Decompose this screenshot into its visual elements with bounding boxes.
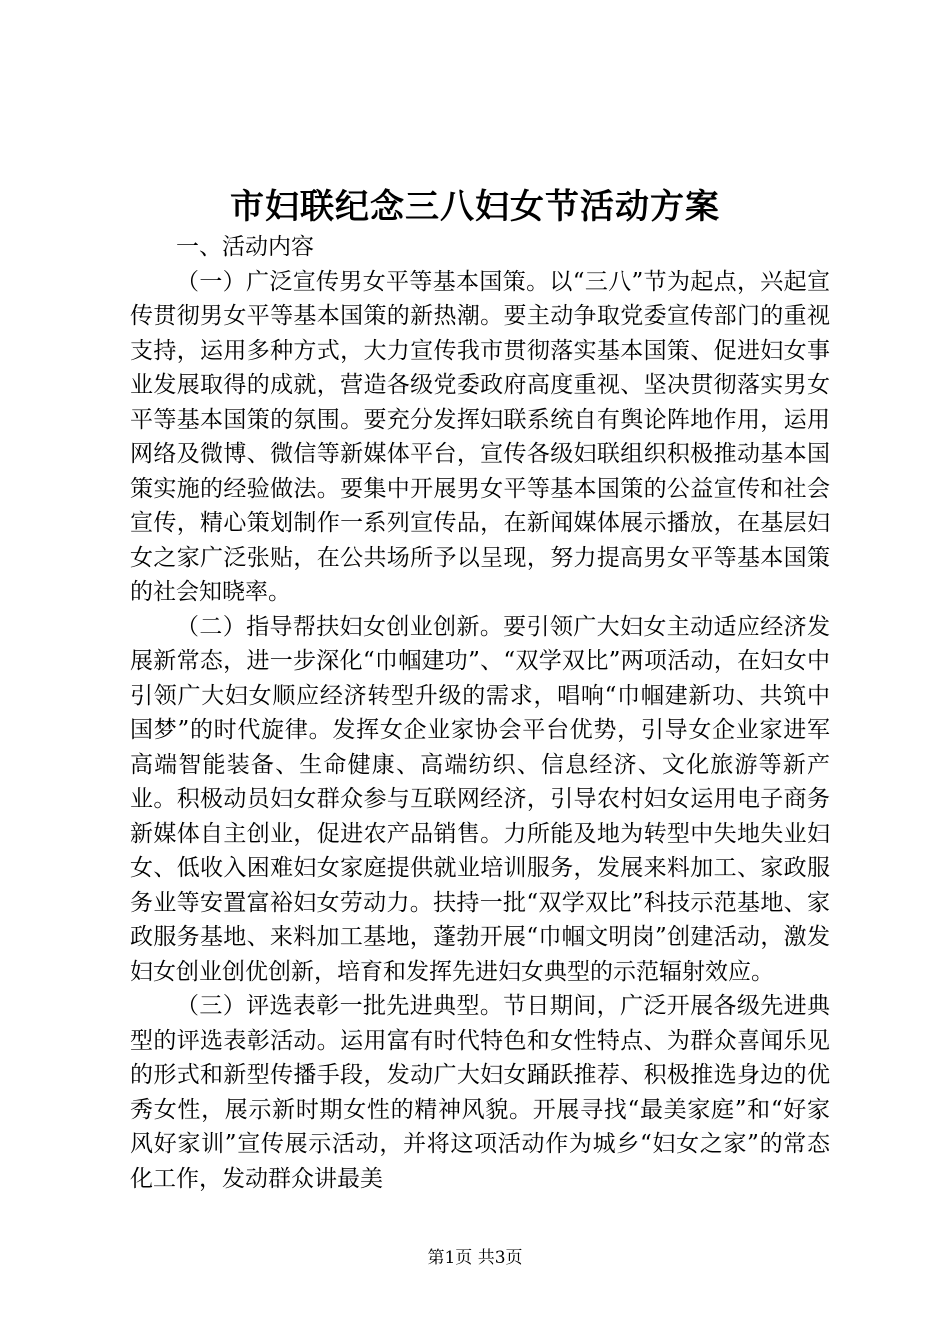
paragraph-2: （二）指导帮扶妇女创业创新。要引领广大妇女主动适应经济发展新常态，进一步深化“巾帼建功”、“双学双比”两项活动，在妇女中引领广大妇女顺应经济转型升级的需求，唱响“巾帼建新功、共筑中国梦”的时代旋律。发挥女企业家协会平台优势，引导女企业家进军高端智能装备、生命健康、高端纺织、信息经济、文化旅游等新产业。积极动员妇女群众参与互联网经济，引导农村妇女运用电子商务新媒体自主创业，促进农产品销售。力所能及地为转型中失地失业妇女、低收入困难妇女家庭提供就业培训服务，发展来料加工、家政服务业等安置富裕妇女劳动力。扶持一批“双学双比”科技示范基地、家政服务基地、来料加工基地，蓬勃开展“巾帼文明岗”创建活动，激发妇女创业创优创新，培育和发挥先进妇女典型的示范辐射效应。 [130, 613, 830, 985]
paragraph-1: （一）广泛宣传男女平等基本国策。以“三八”节为起点，兴起宣传贯彻男女平等基本国策的新热潮。要主动争取党委宣传部门的重视支持，运用多种方式，大力宣传我市贯彻落实基本国策、促进妇女事业发展取得的成就，营造各级党委政府高度重视、坚决贯彻落实男女平等基本国策的氛围。要充分发挥妇联系统自有舆论阵地作用，运用网络及微博、微信等新媒体平台，宣传各级妇联组织积极推动基本国策实施的经验做法。要集中开展男女平等基本国策的公益宣传和社会宣传，精心策划制作一系列宣传品，在新闻媒体展示播放，在基层妇女之家广泛张贴，在公共场所予以呈现，努力提高男女平等基本国策的社会知晓率。 [130, 268, 830, 605]
document-body [130, 230, 830, 1196]
paragraph-3: （三）评选表彰一批先进典型。节日期间，广泛开展各级先进典型的评选表彰活动。运用富有时代特色和女性特点、为群众喜闻乐见的形式和新型传播手段，发动广大妇女踊跃推荐、积极推选身边的优秀女性，展示新时期女性的精神风貌。开展寻找“最美家庭”和“好家风好家训”宣传展示活动，并将这项活动作为城乡“妇女之家”的常态化工作，发动群众讲最美 [130, 993, 830, 1192]
document-title: 市妇联纪念三八妇女节活动方案 [230, 187, 720, 227]
section-heading: 一、活动内容 [176, 234, 314, 260]
page-number-footer: 第1页 共3页 [427, 1248, 523, 1268]
